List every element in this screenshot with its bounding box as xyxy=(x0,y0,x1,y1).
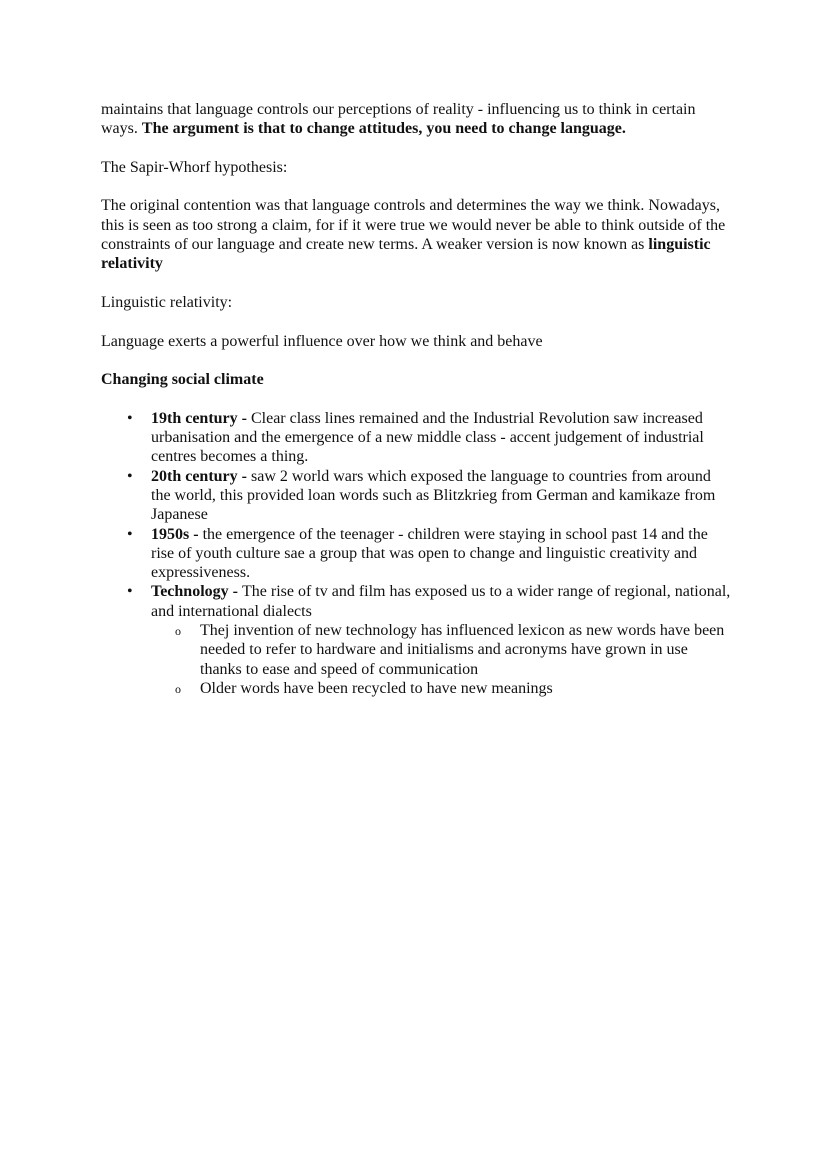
intro-paragraph xyxy=(101,100,733,139)
technology-sublist xyxy=(151,621,733,698)
social-climate-heading-text: Changing social climate xyxy=(101,371,264,389)
sapir-whorf-bold-text: linguistic relativity xyxy=(101,236,711,273)
list-item xyxy=(151,467,733,525)
list-item xyxy=(151,525,733,583)
list-item xyxy=(151,409,733,467)
intro-bold-text: The argument is that to change attitudes, you need to change language. xyxy=(141,120,626,138)
list-item-label: 1950s - xyxy=(151,525,203,543)
linguistic-relativity-heading: Linguistic relativity: xyxy=(101,293,233,311)
list-item-text: saw 2 world wars which exposed the language to countries from around the world, this provided loan words such as Blitzkrieg from German and kamikaze from Japanese xyxy=(151,467,716,524)
list-item-text: the emergence of the teenager - children were staying in school past 14 and the rise of youth culture sae a group that was open to change and linguistic creativity and expressiveness. xyxy=(151,525,708,582)
social-climate-heading xyxy=(101,370,733,389)
sub-list-item: o Thej invention of new technology has influenced lexicon as new words have been needed to refer to hardware and initialisms and acronyms have grown in use thanks to ease and speed of communication xyxy=(200,621,733,679)
sub-list-item: o Older words have been recycled to have new meanings xyxy=(200,679,733,698)
sapir-whorf-heading: The Sapir-Whorf hypothesis: xyxy=(101,158,288,176)
list-item-label: 19th century - xyxy=(151,409,251,427)
list-item-text: The rise of tv and film has exposed us to a wider range of regional, national, and international dialects xyxy=(151,583,731,620)
sapir-whorf-paragraph xyxy=(101,196,733,273)
document-page xyxy=(101,100,733,698)
list-item-label: Technology - xyxy=(151,583,242,601)
list-item xyxy=(151,582,733,698)
sapir-whorf-text: The original contention was that language controls and determines the way we think. Nowadays, this is seen as too strong a claim, for if it were true we would never be able to think outside of the constraints of our language and create new terms. A weaker version is now known as xyxy=(101,197,726,254)
linguistic-relativity-paragraph: Language exerts a powerful influence over how we think and behave xyxy=(101,332,543,350)
list-item-text: Clear class lines remained and the Industrial Revolution saw increased urbanisation and the emergence of a new middle class - accent judgement of industrial centres becomes a thing. xyxy=(151,409,704,466)
list-item-label: 20th century - xyxy=(151,467,251,485)
social-climate-list xyxy=(101,409,733,698)
intro-text: maintains that language controls our perceptions of reality - influencing us to think in certain ways. xyxy=(101,101,696,138)
